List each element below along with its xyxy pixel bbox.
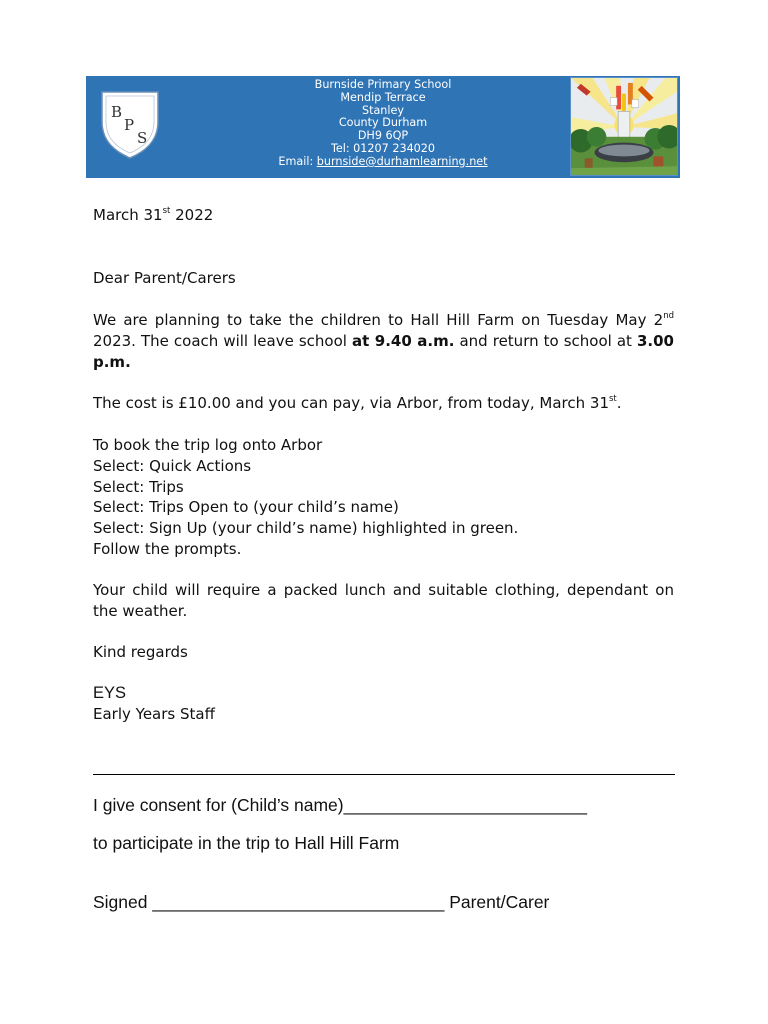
- consent-child-name-line: I give consent for (Child’s name)_________________________: [93, 795, 587, 815]
- booking-step: Select: Trips Open to (your child’s name): [93, 498, 399, 517]
- trip-plan-paragraph: We are planning to take the children to Hall Hill Farm on Tuesday May 2nd 2023. The coach will leave school at 9.40 a.m. and return to school at 3.00 p.m.: [93, 311, 674, 371]
- cost-paragraph: The cost is £10.00 and you can pay, via Arbor, from today, March 31st.: [93, 394, 622, 412]
- school-artwork-image: [570, 77, 678, 176]
- school-email-line: [236, 156, 530, 169]
- booking-step: Follow the prompts.: [93, 539, 242, 558]
- email-label: Email:: [278, 154, 317, 168]
- school-name: Burnside Primary School: [314, 78, 452, 91]
- closing-line: Kind regards: [93, 643, 188, 661]
- booking-instructions: [93, 435, 674, 560]
- booking-step: Select: Sign Up (your child’s name) highlighted in green.: [93, 519, 519, 538]
- consent-trip-line: to participate in the trip to Hall Hill Farm: [93, 833, 400, 853]
- letter-salutation: Dear Parent/Carers: [93, 269, 236, 287]
- crest-letter-s: S: [137, 129, 148, 147]
- school-email-link[interactable]: burnside@durhamlearning.net: [316, 154, 488, 168]
- consent-signature-line: Signed ______________________________ Parent/Carer: [93, 892, 550, 912]
- staff-name: Early Years Staff: [93, 705, 215, 723]
- crest-letter-p: P: [124, 116, 135, 134]
- booking-intro: To book the trip log onto Arbor: [93, 436, 323, 454]
- departure-time: at 9.40 a.m.: [352, 331, 455, 350]
- tear-off-divider: [93, 774, 675, 775]
- address-county: County Durham: [338, 116, 428, 130]
- lunch-paragraph: Your child will require a packed lunch and suitable clothing, dependant on the weather.: [93, 581, 674, 620]
- school-address: [236, 79, 530, 169]
- school-crest-icon: [98, 88, 162, 160]
- letter-date: March 31st 2022: [93, 206, 214, 224]
- booking-step: Select: Quick Actions: [93, 456, 252, 475]
- address-postcode: DH9 6QP: [357, 129, 409, 143]
- address-town: Stanley: [361, 103, 405, 117]
- letterhead-banner: [86, 76, 680, 178]
- signoff-initials: EYS: [93, 684, 127, 702]
- address-street: Mendip Terrace: [340, 90, 426, 104]
- crest-letter-b: B: [111, 103, 123, 121]
- booking-step: Select: Trips: [93, 477, 184, 496]
- school-telephone: Tel: 01207 234020: [330, 141, 436, 155]
- return-time: 3.00 p.m.: [93, 331, 674, 371]
